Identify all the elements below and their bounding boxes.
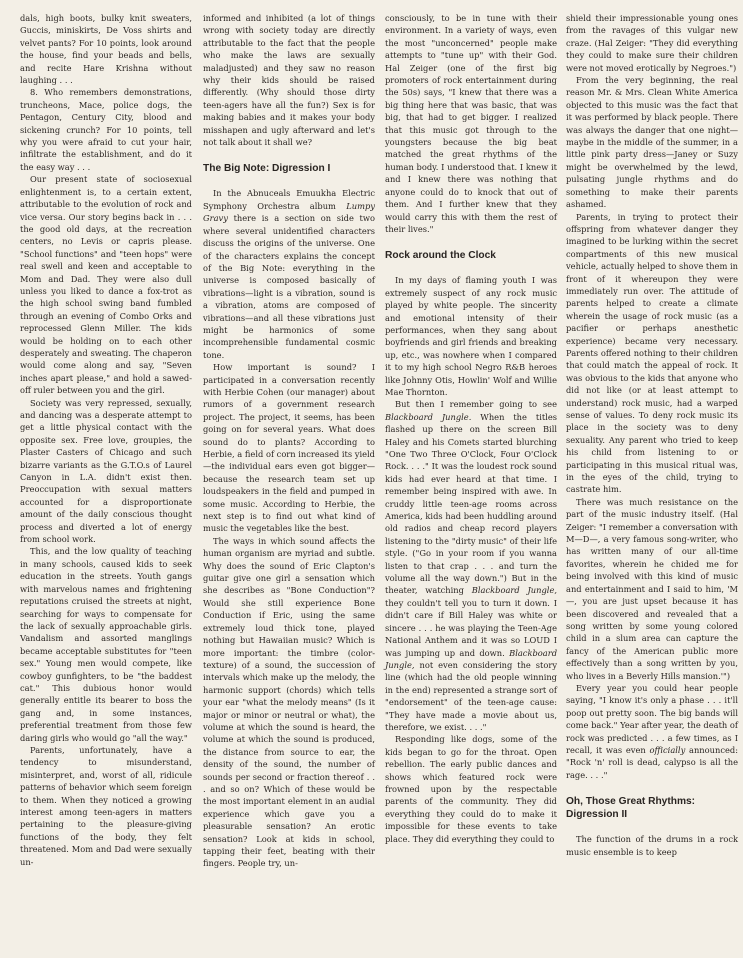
paragraph: The ways in which sound affects the human organism are myriad and subtle. Why does the sound of Eric Clapton's guitar give one girl a sensation which she describes as "Bone Conduction"? Would she still experience Bone Conduction if Eric, using the same extremely loud thick tone, played nothing but Hawaiian music? Which is more important: the timbre (color-texture) of a sound, the succession of intervals which make up the melody, the harmonic support (chords) which tells your ear "what the melody means" (Is it major or minor or neutral or what), the volume at which the sound is heard, the volume at which the sound is produced, the distance from source to ear, the density of the sound, the number of sounds per second or fraction thereof . . . and so on? Which of these would be the most important element in an audial experience which gave you a pleasurable sensation? An erotic sensation? Look at kids in school, tapping their feet, beating with their fingers. People try, un- <box>203 535 375 869</box>
column-4 <box>566 12 738 858</box>
column-1 <box>20 12 192 868</box>
paragraph: There was much resistance on the part of the music industry itself. (Hal Zeiger: "I remember a conversation with M—D—, a very famous song-writer, who has written many of our all-time favorites, wherein he chided me for being involved with this kind of music and entertainment and I said to him, 'M—, you are just upset because it has been discovered and revealed that a song written by some young colored child in a slum area can capture the fancy of the American public more effectively than a song written by you, who lives in a Beverly Hills mansion.'") <box>566 496 738 681</box>
paragraph <box>566 682 738 781</box>
text-span: announced: "Rock 'n' roll is dead, calypso is all the rage. . . ." <box>566 744 738 780</box>
film-title: Blackboard Jungle, <box>385 647 558 670</box>
paragraph: From the very beginning, the real reason Mr. & Mrs. Clean White America objected to this music was the fact that it was performed by black people. There was always the danger that one night—maybe in the middle of the summer, in a little pink party dress—Janey or Suzy might be overwhelmed by the lewd, pulsating jungle rhythms and do something to make their parents ashamed. <box>566 75 738 210</box>
album-title: Lumpy Gravy <box>203 200 375 224</box>
text-span: there is a section on side two where several unidentified characters discuss the origins of the universe. One of the characters explains the concept of the Big Note: everything in the universe is composed basically of vibrations—light is a vibration, sound is a vibration, atoms are composed of vibrations—and all these vibrations just might be harmonics of some incomprehensible fundamental cosmic tone. <box>203 213 375 360</box>
paragraph: informed and inhibited (a lot of things wrong with society today are directly attributable to the fact that the people who make the laws are sexually maladjusted) and they saw no reason why their kids should be raised differently. (Why should those dirty teen-agers have all the fun?) Sex is for making babies and it makes your body misshapen and ugly afterward and let's not talk about it shall we? <box>203 13 375 148</box>
paragraph: Parents, unfortunately, have a tendency to misunderstand, misinterpret, and, worst of all, ridicule patterns of behavior which seem foreign to them. When they noticed a growing interest among teen-agers in matters pertaining to the pleasure-giving functions of the body, they felt threatened. Mom and Dad were sexually un- <box>20 744 192 867</box>
paragraph: shield their impressionable young ones from the ravages of this vulgar new craze. (Hal Zeiger: "They did everything they could to make sure their children were not moved erotically by Negroes.") <box>566 13 738 73</box>
emphasis: officially <box>649 744 686 755</box>
paragraph: The function of the drums in a rock music ensemble is to keep <box>566 834 738 857</box>
film-title: Blackboard Jungle. <box>385 411 472 422</box>
section-heading-big-note: The Big Note: Digression I <box>203 163 331 175</box>
paragraph: Our present state of sociosexual enlightenment is, to a certain extent, attributable to the evolution of rock and vice versa. Our story begins back in . . . the good old days, at the recreation centers, no Levis or capris please. "School functions" and "teen hops" were real swell and keen and acceptable to Mom and Dad. They were also dull unless you liked to dance a fox-trot as the high school swing band fumbled through an evening of Combo Orks and reprocessed Glenn Miller. The kids would be holding on to each other desperately and sweating. The chaperon would come along and say, "Seven inches apart please," and hold a sawed-off ruler between you and the girl. <box>20 174 192 396</box>
paragraph: In my days of flaming youth I was extremely suspect of any rock music played by white people. The sincerity and emotional intensity of their performances, when they sang about boyfriends and girl friends and breaking up, etc., was nowhere when I compared it to my high school Negro R&B heroes like Johnny Otis, Howlin' Wolf and Willie Mae Thornton. <box>385 275 557 397</box>
section-heading-great-rhythms: Oh, Those Great Rhythms: Digression II <box>566 796 696 821</box>
paragraph: How important is sound? I participated in a conversation recently with Herbie Cohen (our manager) about rumors of a government research project. The project, it seems, has been going on for several years. What does sound do to plants? According to Herbie, a field of corn increased its yield—the individual ears even got bigger—because the research team set up loudspeakers in the field and pumped in some music. According to Herbie, the next step is to find out what kind of music the vegetables like the best. <box>203 362 375 534</box>
paragraph: Responding like dogs, some of the kids began to go for the throat. Open rebellion. The early public dances and shows which featured rock were frowned upon by the respectable parents of the community. They did everything they could do to make it impossible for these events to take place. They did everything they could to <box>385 734 557 844</box>
text-span: Every year you could hear people saying, "I know it's only a phase . . . it'll poop out pretty soon. The big bands will come back." Year after year, the death of rock was predicted . . . a few times, as I recall, it was even <box>566 682 738 755</box>
paragraph: Society was very repressed, sexually, and dancing was a desperate attempt to get a little physical contact with the opposite sex. Free love, groupies, the Plaster Casters of Chicago and such bizarre variants as the G.T.O.s of Laurel Canyon in L.A. didn't exist then. Preoccupation with sexual matters accounted for a disproportionate amount of the daily conscious thought process and diverted a lot of energy from school work. <box>20 397 192 545</box>
text-span: But then I remember going to see <box>395 399 557 410</box>
paragraph <box>203 187 375 361</box>
paragraph: consciously, to be in tune with their environment. In a variety of ways, even the most "unconcerned" people make attempts to "tune up" with their God. Hal Zeiger (one of the first big promoters of rock entertainment during the 50s) says, "I knew that there was a big thing here that was basic, that was big, that had to get bigger. I realized that this music got through to the youngsters because the big beat matched the great rhythms of the human body. I understood that. I knew it and I knew there was nothing that anyone could do to knock that out of them. And I further knew that they would carry this with them the rest of their lives." <box>385 13 557 234</box>
paragraph: 8. Who remembers demonstrations, truncheons, Mace, police dogs, the Pentagon, Century City, blood and sickening crunch? For 10 points, tell why you were afraid to cut your hair, infiltrate the establishment, and do it the easy way . . . <box>20 87 192 172</box>
text-span: When the titles flashed up there on the screen Bill Haley and his Comets started blurching "One Two Three O'Clock, Four O'Clock Rock. . . ." It was the loudest rock sound kids had ever heard at that time. I remember being inspired with awe. In cruddy little teen-age rooms across America, kids had been huddling around old radios and cheap record players listening to the "dirty music" of their life style. ("Go in your room if you wanna listen to that crap . . . and turn the volume all the way down.") But in the theater, watching <box>385 411 557 596</box>
column-2 <box>203 12 375 870</box>
text-span: not even considering the story line (which had the old people winning in the end) represented a strange sort of "endorsement" of the teen-age cause: "They have made a movie about us, therefore, we exist. . . ." <box>385 659 558 732</box>
text-span: they couldn't tell you to turn it down. I didn't care if Bill Haley was white or sincere . . . he was playing the Teen-Age National Anthem and it was so LOUD I was jumping up and down. <box>385 597 557 658</box>
paragraph <box>385 398 557 733</box>
paragraph: Parents, in trying to protect their offspring from whatever danger they imagined to be lurking within the secret compartments of this new musical vehicle, actually helped to shove them in front of it whereupon they were immediately run over. The attitude of parents helped to create a climate wherein the usage of rock music (as a pacifier or perhaps anesthetic experience) became very necessary. Parents offered nothing to their children that could match the appeal of rock. It was obvious to the kids that anyone who did not like (or at least attempt to understand) rock music, had a warped sense of values. To deny rock music its place in the society was to deny sexuality. Any parent who tried to keep his child from listening to or participating in this musical ritual was, in the eyes of the child, trying to castrate him. <box>566 211 738 495</box>
column-3 <box>385 12 557 845</box>
section-heading-rock-around-the-clock: Rock around the Clock <box>385 250 496 262</box>
film-title: Blackboard Jungle, <box>471 585 557 596</box>
paragraph: dals, high boots, bulky knit sweaters, Guccis, miniskirts, De Voss shirts and velvet pants? For 10 points, look around the house, find your beads and bells, and recite Hare Krishna without laughing . . . <box>20 13 192 86</box>
paragraph: This, and the low quality of teaching in many schools, caused kids to seek education in the streets. Youth gangs with marvelous names and frightening reputations cruised the streets at night, searching for ways to compensate for the lack of sexually approachable girls. Vandalism and assorted manglings became acceptable substitutes for "teen sex." Young men would compete, like cowboy gunfighters, to be "the baddest cat." This dubious honor would generally entitle its bearer to boss the gang and, in some instances, preferential treatment from those few daring girls who would go "all the way." <box>20 546 192 743</box>
text-span: In the Abnuceals Emuukha Electric Symphony Orchestra album <box>203 188 375 211</box>
